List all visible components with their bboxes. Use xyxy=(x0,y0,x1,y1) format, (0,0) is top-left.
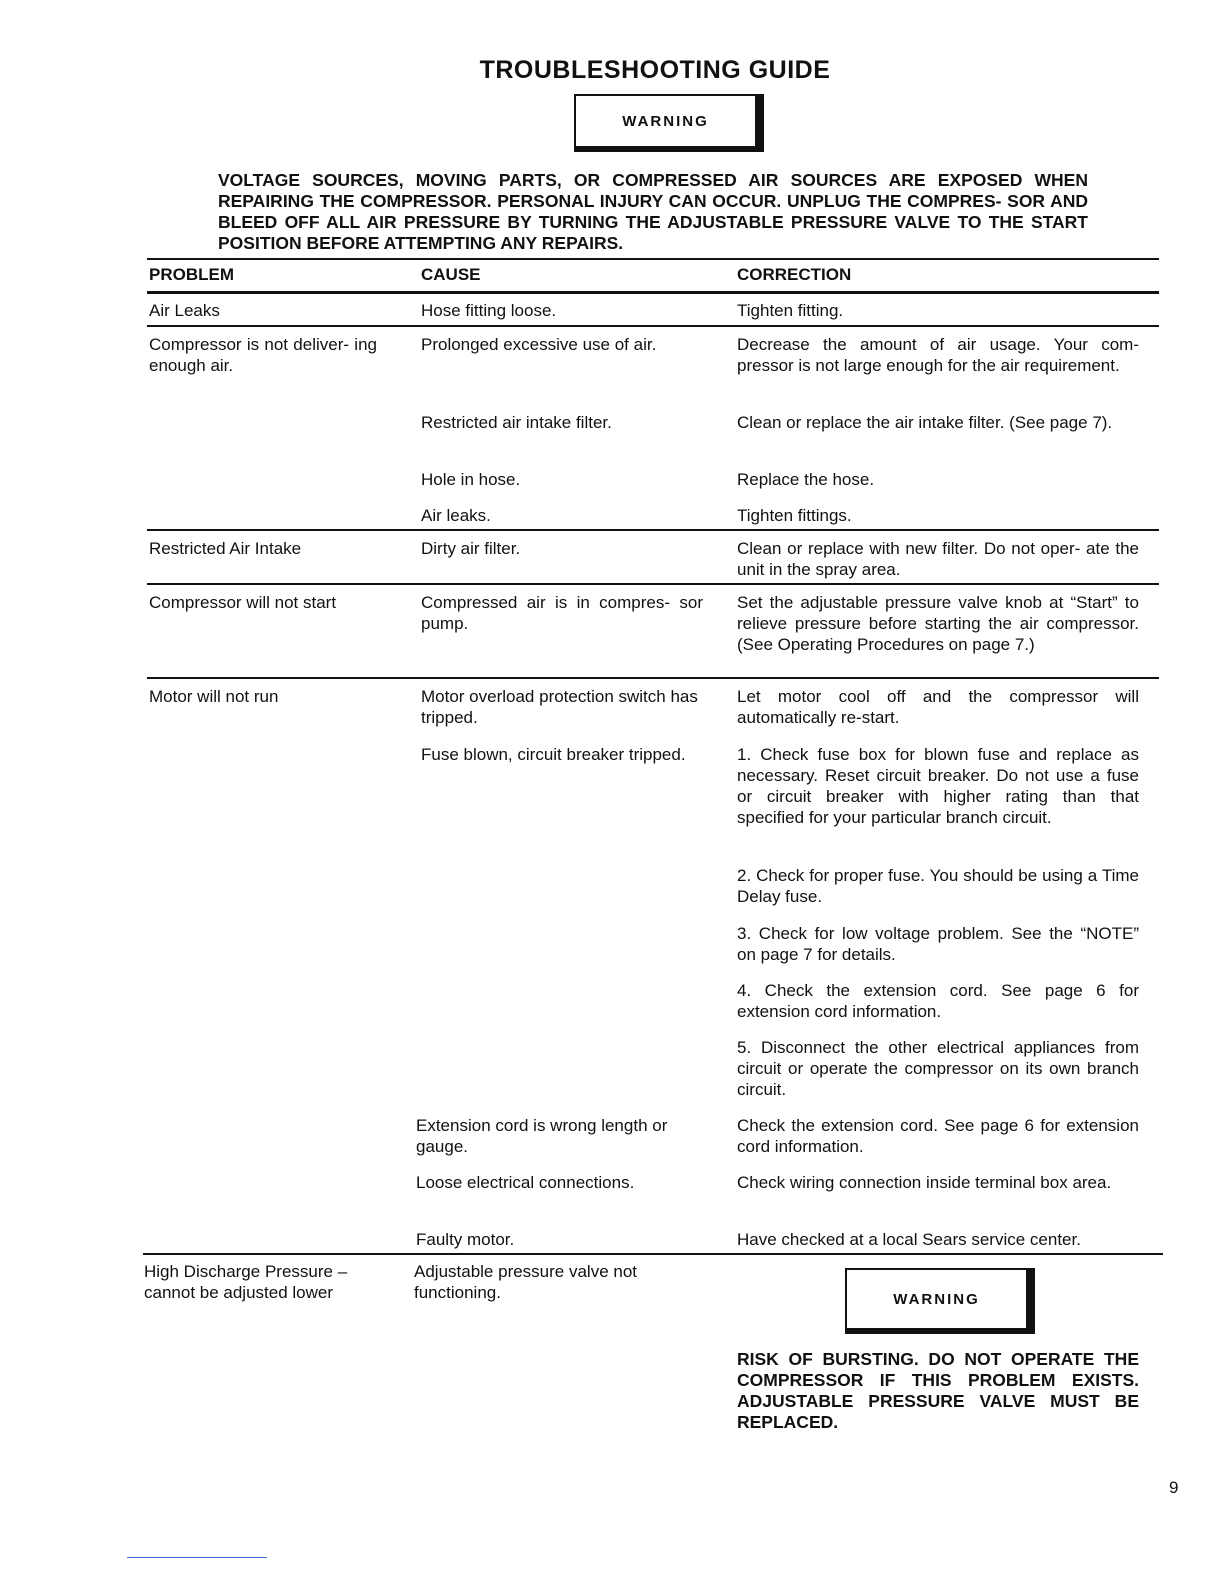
warning-box xyxy=(845,1268,1035,1334)
correction-set-valve-knob: Set the adjustable pressure valve knob at “Start” to relieve pressure before starting the air compressor. (See Operating Procedures on page 7.) xyxy=(737,593,1139,654)
cause-valve-not-functioning: Adjustable pressure valve not functioning. xyxy=(414,1262,638,1302)
cause-air-leaks: Air leaks. xyxy=(421,506,491,525)
problem-restricted-intake: Restricted Air Intake xyxy=(149,539,302,558)
cause-extension-cord: Extension cord is wrong length or gauge. xyxy=(416,1116,668,1156)
row-divider xyxy=(147,677,1159,679)
header-correction: CORRECTION xyxy=(737,265,852,284)
correction-replace-hose: Replace the hose. xyxy=(737,470,875,489)
correction-check-extension: Check the extension cord. See page 6 for extension cord information. xyxy=(737,1116,1139,1156)
warning-label: WARNING xyxy=(622,112,709,130)
problem-air-leaks: Air Leaks xyxy=(149,301,220,320)
divider xyxy=(127,1557,267,1558)
header-rule xyxy=(147,291,1159,294)
header-problem: PROBLEM xyxy=(149,265,234,284)
correction-fuse-step2: 2. Check for proper fuse. You should be using a Time Delay fuse. xyxy=(737,866,1139,906)
cause-hose-fitting: Hose fitting loose. xyxy=(421,301,557,320)
cause-fuse-blown: Fuse blown, circuit breaker tripped. xyxy=(421,745,686,764)
correction-fuse-step3: 3. Check for low voltage problem. See the “NOTE” on page 7 for details. xyxy=(737,924,1139,964)
problem-will-not-start: Compressor will not start xyxy=(149,593,337,612)
correction-check-wiring: Check wiring connection inside terminal box area. xyxy=(737,1173,1112,1192)
cause-motor-overload: Motor overload protection switch has tripped. xyxy=(421,687,698,727)
row-divider xyxy=(147,583,1159,585)
cause-hole-in-hose: Hole in hose. xyxy=(421,470,521,489)
cause-loose-connections: Loose electrical connections. xyxy=(416,1173,635,1192)
warning-text: VOLTAGE SOURCES, MOVING PARTS, OR COMPRESSED AIR SOURCES ARE EXPOSED WHEN REPAIRING THE COMPRESSOR. PERSONAL INJURY CAN OCCUR. UNPLUG THE COMPRES- SOR AND BLEED OFF ALL AIR PRESSURE BY TURNING THE ADJUSTABLE PRESSURE VALVE TO THE START POSITION BEFORE ATTEMPTING ANY REPAIRS. xyxy=(218,170,1088,253)
correction-tighten-fittings: Tighten fittings. xyxy=(737,506,852,525)
bottom-warning-text: RISK OF BURSTING. DO NOT OPERATE THE COMPRESSOR IF THIS PROBLEM EXISTS. ADJUSTABLE PRESSURE VALVE MUST BE REPLACED. xyxy=(737,1349,1139,1432)
row-divider xyxy=(147,529,1159,531)
correction-fuse-step1: 1. Check fuse box for blown fuse and replace as necessary. Reset circuit breaker. Do not use a fuse or circuit breaker with higher rating than that specified for your particular branch circuit. xyxy=(737,745,1139,827)
correction-let-motor-cool: Let motor cool off and the compressor will automatically re-start. xyxy=(737,687,1139,727)
correction-clean-replace-new: Clean or replace with new filter. Do not oper- ate the unit in the spray area. xyxy=(737,539,1139,579)
cause-restricted-filter: Restricted air intake filter. xyxy=(421,413,612,432)
correction-fuse-step5: 5. Disconnect the other electrical appliances from circuit or operate the compressor on its own branch circuit. xyxy=(737,1038,1139,1099)
header-cause: CAUSE xyxy=(421,265,481,284)
row-divider xyxy=(143,1253,1163,1255)
table-top-rule xyxy=(147,258,1159,260)
correction-decrease-usage: Decrease the amount of air usage. Your com- pressor is not large enough for the air requirement. xyxy=(737,335,1139,375)
problem-high-discharge: High Discharge Pressure – cannot be adjusted lower xyxy=(144,1262,348,1302)
warning-label: WARNING xyxy=(893,1290,980,1308)
page-number: 9 xyxy=(1169,1478,1179,1497)
row-divider xyxy=(147,325,1159,327)
cause-dirty-filter: Dirty air filter. xyxy=(421,539,521,558)
page-title: TROUBLESHOOTING GUIDE xyxy=(479,56,831,84)
correction-tighten-fitting: Tighten fitting. xyxy=(737,301,844,320)
cause-compressed-air: Compressed air is in compres- sor pump. xyxy=(421,593,703,633)
problem-motor-not-run: Motor will not run xyxy=(149,687,279,706)
correction-sears-service: Have checked at a local Sears service center. xyxy=(737,1230,1081,1249)
warning-box xyxy=(574,94,764,152)
cause-prolonged-use: Prolonged excessive use of air. xyxy=(421,335,657,354)
cause-faulty-motor: Faulty motor. xyxy=(416,1230,515,1249)
correction-fuse-step4: 4. Check the extension cord. See page 6 for extension cord information. xyxy=(737,981,1139,1021)
problem-not-delivering: Compressor is not deliver- ing enough air. xyxy=(149,335,377,375)
correction-clean-replace-filter: Clean or replace the air intake filter. (See page 7). xyxy=(737,413,1113,432)
